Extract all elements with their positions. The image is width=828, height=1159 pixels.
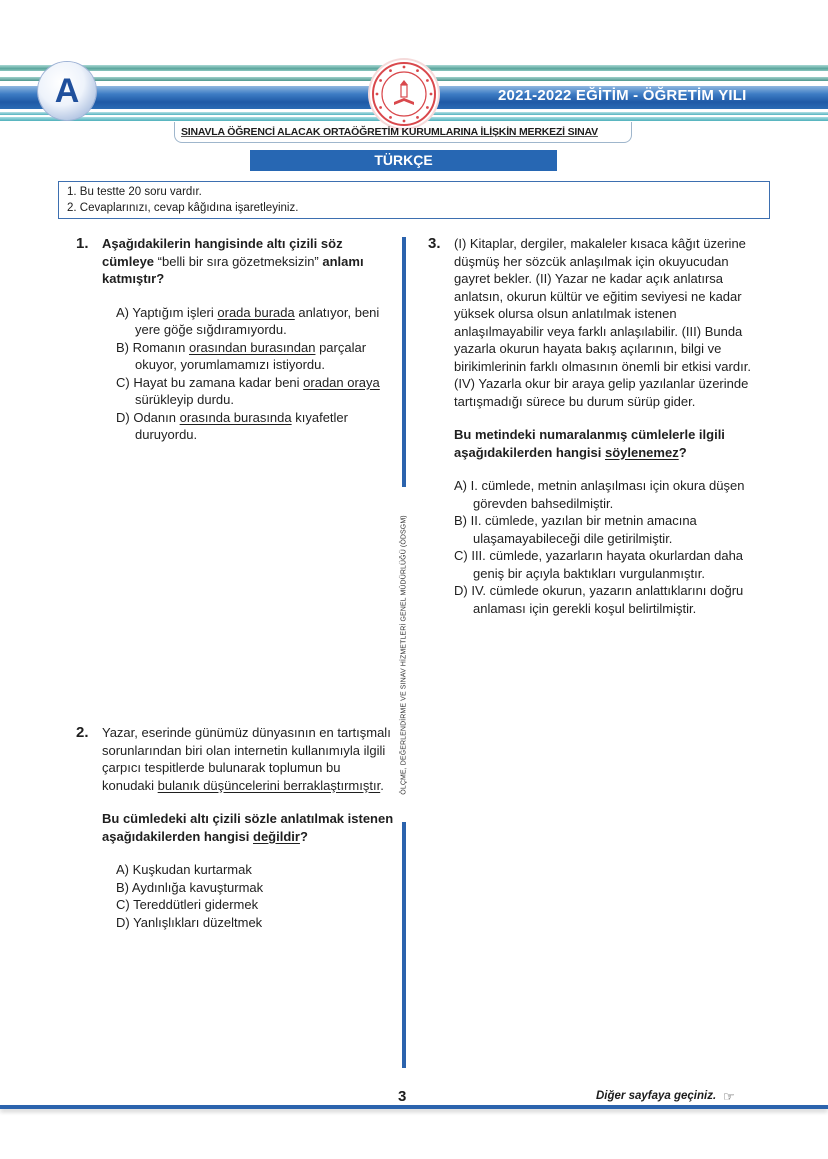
- option-underlined: orada burada: [217, 304, 295, 320]
- ministry-seal-icon: [370, 60, 438, 128]
- option-text: I. cümlede, metnin anlaşılması için okura düşen görevden bahsedilmiştir.: [467, 478, 745, 511]
- option-underlined: oradan oraya: [303, 374, 380, 390]
- instructions-box: [58, 181, 770, 219]
- question-stem: [102, 810, 396, 845]
- column-divider-top: [402, 237, 406, 487]
- exam-subtitle: SINAVLA ÖĞRENCİ ALACAK ORTAÖĞRETİM KURUMLARINA İLİŞKİN MERKEZİ SINAV: [181, 126, 598, 138]
- option-letter: D): [454, 583, 468, 598]
- answer-options: [116, 861, 396, 931]
- question-number: 1.: [76, 235, 89, 252]
- subject-title: TÜRKÇE: [250, 150, 557, 171]
- instruction-item: 2. Cevaplarınızı, cevap kâğıdına işaretleyiniz.: [67, 202, 299, 214]
- stem-quote: “belli bir sıra gözetmeksizin”: [154, 253, 323, 269]
- option-text: Hayat bu zamana kadar beni: [129, 374, 304, 390]
- option-c[interactable]: [116, 896, 396, 914]
- option-d[interactable]: [116, 914, 396, 932]
- stem-bold: ?: [299, 828, 308, 844]
- option-b[interactable]: [116, 339, 396, 374]
- question-stem: [102, 235, 396, 288]
- stem-bold: Aşağıdakilerin hangisinde altı çizili söz cümleye: [102, 236, 343, 269]
- option-text: kıyafetler duruyordu.: [135, 409, 348, 442]
- academic-year-title: 2021-2022 EĞİTİM - ÖĞRETİM YILI: [498, 87, 747, 104]
- publisher-vertical-text: ÖLÇME, DEĞERLENDİRME VE SINAV HİZMETLERİ GENEL MÜDÜRLÜĞÜ (ÖDSGM): [400, 515, 408, 795]
- passage-text: Yazar, eserinde günümüz dünyasının en tartışmalı sorunlarından biri olan internetin kullanımıyla ilgili çarpıcı tespitlerde bulunarak toplumun bu konudaki: [102, 725, 391, 793]
- stem-bold: ?: [678, 444, 687, 460]
- option-text: sürükleyip durdu.: [135, 392, 234, 407]
- question-1: [76, 235, 396, 444]
- stem-underlined: söylenemez: [605, 444, 679, 460]
- option-text: Aydınlığa kavuşturmak: [129, 879, 264, 895]
- option-c[interactable]: [116, 374, 396, 409]
- option-b[interactable]: [116, 879, 396, 897]
- option-underlined: orasında burasında: [179, 409, 292, 425]
- option-text: parçalar okuyor, yorumlamamızı istiyordu.: [135, 339, 367, 372]
- option-letter: C): [116, 897, 130, 912]
- option-c[interactable]: [454, 547, 758, 582]
- option-text: III. cümlede, yazarların hayata okurlardan daha geniş bir açıyla baktıkları vurgulanmıştır.: [467, 548, 744, 581]
- option-a[interactable]: [454, 477, 758, 512]
- stem-bold: Bu cümledeki altı çizili sözle anlatılmak istenen aşağıdakilerden hangisi: [102, 811, 394, 844]
- question-number: 2.: [76, 724, 89, 741]
- question-number: 3.: [428, 235, 441, 252]
- option-text: II. cümlede, yazılan bir metnin amacına ulaşamayabileceği dile getirilmiştir.: [467, 513, 697, 546]
- option-letter: D): [116, 409, 130, 425]
- passage-text: .: [380, 777, 384, 793]
- option-letter: C): [454, 548, 468, 563]
- option-text: Yanlışlıkları düzeltmek: [129, 914, 263, 930]
- answer-options: [116, 304, 396, 444]
- booklet-letter: A: [54, 71, 80, 110]
- stem-underlined: değildir: [253, 828, 300, 844]
- option-d[interactable]: [116, 409, 396, 444]
- pointing-hand-icon: ☞: [723, 1089, 735, 1104]
- option-letter: B): [116, 339, 129, 355]
- option-text: Yaptığım işleri: [129, 304, 218, 320]
- option-text: Odanın: [129, 409, 180, 425]
- option-letter: A): [454, 478, 467, 493]
- stem-bold: Bu metindeki numaralanmış cümlelerle ilgili aşağıdakilerden hangisi: [454, 427, 725, 460]
- option-underlined: orasından burasından: [188, 339, 316, 355]
- instruction-item: 1. Bu testte 20 soru vardır.: [67, 186, 202, 198]
- option-text: Romanın: [129, 339, 189, 355]
- next-page-label: Diğer sayfaya geçiniz.: [596, 1090, 717, 1102]
- option-letter: A): [116, 304, 129, 320]
- page-number: 3: [398, 1088, 407, 1105]
- option-b[interactable]: [454, 512, 758, 547]
- booklet-type-badge: [38, 62, 96, 120]
- option-text: Kuşkudan kurtarmak: [129, 862, 252, 877]
- option-letter: A): [116, 862, 129, 877]
- column-divider-bottom: [402, 822, 406, 1068]
- option-letter: B): [116, 879, 129, 895]
- option-a[interactable]: [116, 861, 396, 879]
- option-letter: D): [116, 914, 130, 930]
- footer-rule: [0, 1105, 828, 1109]
- option-a[interactable]: [116, 304, 396, 339]
- option-letter: B): [454, 513, 467, 528]
- question-2: [76, 724, 396, 931]
- answer-options: [454, 477, 758, 617]
- option-d[interactable]: [454, 582, 758, 617]
- option-text: IV. cümlede okurun, yazarın anlattıklarını doğru anlaması için gerekli koşul belirtilmiştir.: [467, 583, 744, 616]
- question-passage: (I) Kitaplar, dergiler, makaleler kısaca kâğıt üzerine düşmüş her sözcük anlaşılmak için okuyucudan gayret bekler. (II) Yazar ne kadar açık anlatırsa anlatsın, okurun kültür ve eğitim seviyesi ne kadar yüksek olursa olsun anlatılmak istenen anlaşılmayabilir veya farklı anlaşılabilir. (III) Bunda yazarla okurun hayata bakış açılarının, bilgi ve birikimlerinin farklı olmasının önemli bir etkisi vardır. (IV) Yazarla okur bir araya gelip yazılanlar üzerinde tartışmadığı sürece bu durum sürüp gider.: [454, 236, 751, 409]
- question-stem: [454, 426, 758, 461]
- stem-bold: anlamı katmıştır?: [102, 253, 364, 286]
- passage-underlined: bulanık düşüncelerini berraklaştırmıştır: [157, 777, 381, 793]
- question-passage: [102, 724, 396, 794]
- option-text: Tereddütleri gidermek: [129, 897, 259, 912]
- option-letter: C): [116, 374, 130, 390]
- question-3: [428, 235, 758, 617]
- option-text: anlatıyor, beni yere göğe sığdıramıyordu.: [135, 304, 380, 337]
